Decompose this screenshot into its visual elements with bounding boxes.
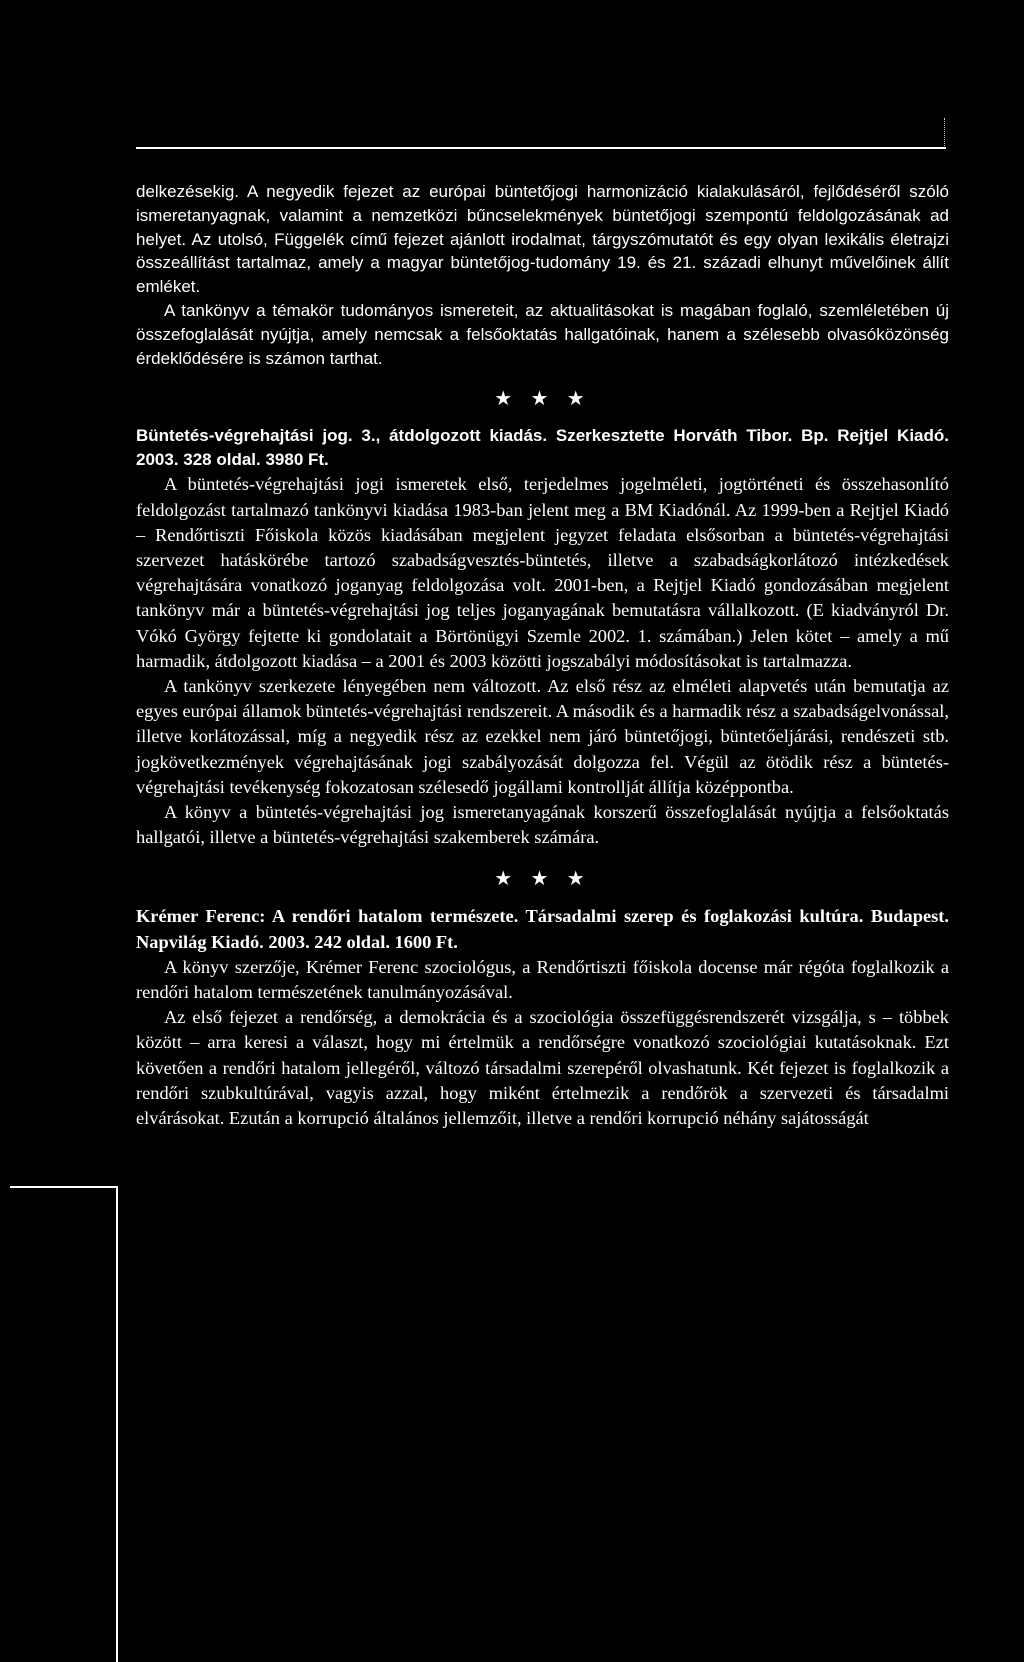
- header-rule: [136, 147, 946, 149]
- review-2-paragraph-2: Az első fejezet a rendőrség, a demokrácia és a szociológia összefüggésrendszerét vizsgálja, s – többek között – arra keresi a választ, hogy mi értelmük a rendőrségre vonatkozó szociológiai kutatásoknak. Ezt követően a rendőri hatalom jellegéről, változó társadalmi szerepéről olvashatunk. Két fejezet is foglalkozik a rendőri szubkultúrával, vagyis azzal, hogy miként értelmezik a rendőrök a szervezeti és társadalmi elvárásokat. Ezután a korrupció általános jellemzőit, illetve a rendőri korrupció néhány sajátosságát: [136, 1007, 949, 1129]
- review-1-paragraph-1: A büntetés-végrehajtási jogi ismeretek első, terjedelmes jogelméleti, jogtörténeti és összehasonlító feldolgozást tartalmazó tankönyvi kiadása 1983-ban jelent meg a BM Kiadónál. Az 1999-ben a Rejtjel Kiadó – Rendőrtiszti Főiskola közös kiadásában megjelent jegyzet feladata elsősorban a büntetés-végrehajtási szervezet hatáskörébe tartozó szabadságvesztés-büntetés, illetve a szabadságkorlátozó intézkedések végrehajtására vonatkozó joganyag feldolgozása volt. 2001-ben, a Rejtjel Kiadó gondozásában megjelent tankönyv már a büntetés-végrehajtási jog teljes joganyagának bemutatásra vállalkozott. (E kiadványról Dr. Vókó György fejtette ki gondolatait a Börtönügyi Szemle 2002. 1. számában.) Jelen kötet – amely a mű harmadik, átdolgozott kiadása – a 2001 és 2003 közötti jogszabályi módosításokat is tartalmazza.: [136, 474, 949, 671]
- section-separator-2: ★ ★ ★: [494, 866, 591, 891]
- margin-box: [10, 1186, 118, 1662]
- review-1-heading: Büntetés-végrehajtási jog. 3., átdolgozott kiadás. Szerkesztette Horváth Tibor. Bp. Rejtjel Kiadó. 2003. 328 oldal. 3980 Ft.: [136, 426, 949, 470]
- intro-paragraph-1: delkezésekig. A negyedik fejezet az európai büntetőjogi harmonizáció kialakulásáról, fejlődéséről szóló ismeretanyagnak, valamint a nemzetközi bűncselekmények büntetőjogi szempontú feldolgozásának ad helyet. Az utolsó, Függelék című fejezet ajánlott irodalmat, tárgyszómutatót és egy olyan lexikális életrajzi összeállítást tartalmaz, amely a magyar büntetőjog-tudomány 19. és 21. századi elhunyt művelőinek állít emléket.: [136, 182, 949, 297]
- review-1-paragraph-3: A könyv a büntetés-végrehajtási jog ismeretanyagának korszerű összefoglalását nyújtja a felsőoktatás hallgatói, illetve a büntetés-végrehajtási szakemberek számára.: [136, 802, 949, 848]
- intro-paragraph-2: A tankönyv a témakör tudományos ismereteit, az aktualitásokat is magában foglaló, szemléletében új összefoglalását nyújtja, amely nemcsak a felsőoktatás hallgatóinak, hanem a szélesebb olvasóközönség érdeklődésére is számon tarthat.: [136, 300, 949, 368]
- review-2-paragraph-1: A könyv szerzője, Krémer Ferenc szociológus, a Rendőrtiszti főiskola docense már régóta foglalkozik a rendőri hatalom természetének tanulmányozásával.: [136, 956, 949, 1003]
- page-body: [136, 180, 949, 1131]
- review-2-heading: Krémer Ferenc: A rendőri hatalom természete. Társadalmi szerep és foglakozási kultúra. Budapest. Napvilág Kiadó. 2003. 242 oldal. 1600 Ft.: [136, 906, 949, 952]
- section-separator: ★ ★ ★: [494, 386, 591, 411]
- corner-tick-mark: [944, 118, 946, 146]
- review-1-paragraph-2: A tankönyv szerkezete lényegében nem változott. Az első rész az elméleti alapvetés után bemutatja az egyes európai államok büntetés-végrehajtási rendszereit. A második és a harmadik rész a szabadságelvonással, illetve korlátozással, míg a negyedik rész az ezekkel nem járó büntetőjogi, büntetőeljárási, rendészeti stb. jogkövetkezmények végrehajtásának jogi szabályozását dolgozza fel. Végül az ötödik rész a büntetés-végrehajtási tevékenység fokozatosan szélesedő jogállami kontrollját állítja középpontba.: [136, 676, 949, 797]
